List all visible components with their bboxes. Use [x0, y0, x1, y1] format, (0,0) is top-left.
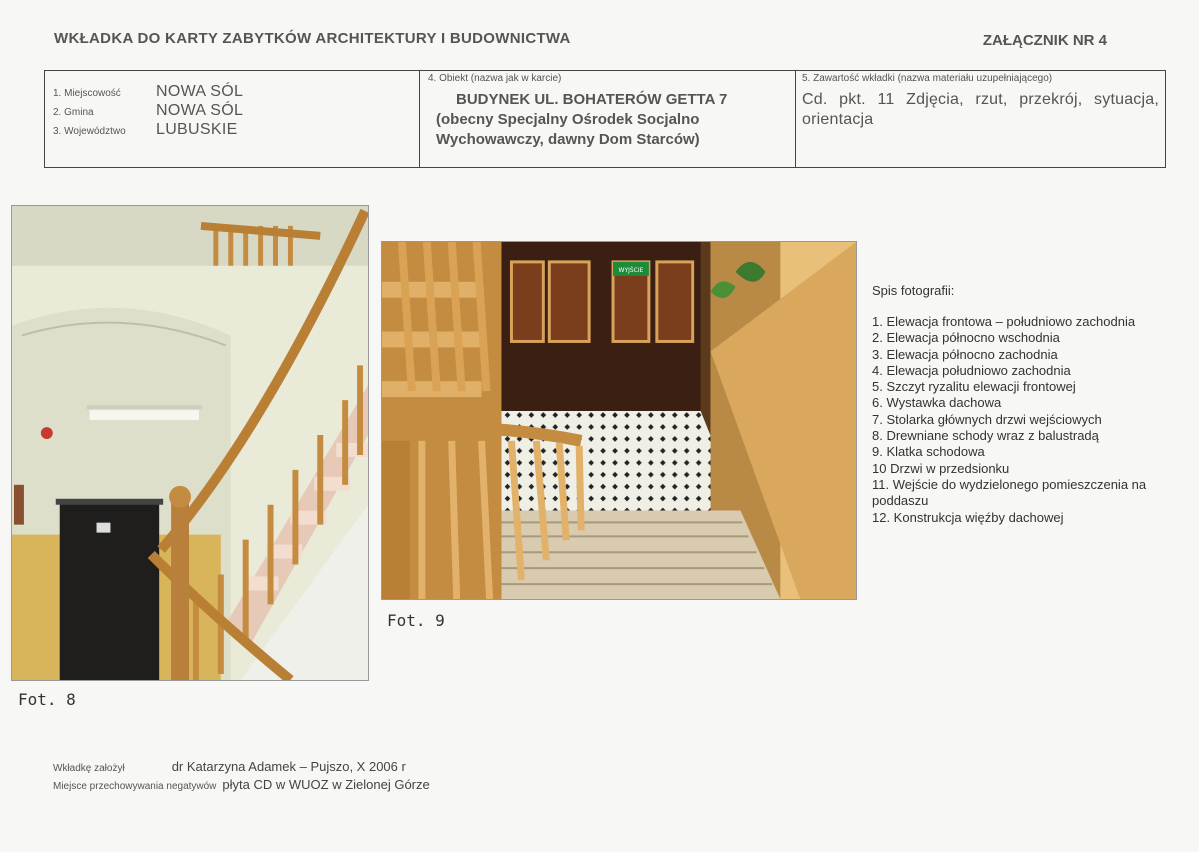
- object-line: Wychowawczy, dawny Dom Starców): [436, 131, 700, 148]
- location-value: LUBUSKIE: [156, 121, 238, 138]
- list-item: 12. Konstrukcja więźby dachowej: [872, 509, 1064, 525]
- list-item: 9. Klatka schodowa: [872, 444, 985, 460]
- photo9-caption: Fot. 9: [387, 611, 445, 630]
- list-item: 6. Wystawka dachowa: [872, 395, 1002, 411]
- list-item: 4. Elewacja południowo zachodnia: [872, 362, 1071, 378]
- location-row: [53, 121, 419, 140]
- author-line: [53, 759, 406, 774]
- list-item: 2. Elewacja północno wschodnia: [872, 330, 1060, 346]
- author-label: Wkładkę założył: [53, 763, 125, 774]
- object-name: [428, 90, 787, 150]
- list-item: 1. Elewacja frontowa – południowo zachodnia: [872, 314, 1136, 329]
- contents-cell: [796, 71, 1165, 167]
- storage-value: płyta CD w WUOZ w Zielonej Górze: [222, 777, 430, 792]
- exit-sign-text: WYJŚCIE: [618, 266, 644, 274]
- location-value: NOWA SÓL: [156, 83, 244, 100]
- storage-line: [53, 777, 430, 792]
- object-line: (obecny Specjalny Ośrodek Socjalno: [436, 111, 700, 128]
- list-item: 5. Szczyt ryzalitu elewacji frontowej: [872, 379, 1076, 395]
- document-title: WKŁADKA DO KARTY ZABYTKÓW ARCHITEKTURY I BUDOWNICTWA: [54, 30, 571, 47]
- location-label: 3. Województwo: [53, 126, 126, 137]
- list-item: 8. Drewniane schody wraz z balustradą: [872, 428, 1099, 444]
- location-label: 2. Gmina: [53, 107, 94, 118]
- annex-number: ZAŁĄCZNIK NR 4: [982, 32, 1107, 49]
- photo-list: [872, 283, 1172, 526]
- location-value: NOWA SÓL: [156, 102, 244, 119]
- object-cell: [420, 71, 796, 167]
- author-value: dr Katarzyna Adamek – Pujszo, X 2006 r: [171, 759, 406, 774]
- location-row: [53, 102, 419, 121]
- contents-label: 5. Zawartość wkładki (nazwa materiału uzupełniającego): [802, 73, 1053, 84]
- storage-label: Miejsce przechowywania negatywów: [53, 781, 217, 792]
- list-item: 10 Drzwi w przedsionku: [872, 460, 1010, 476]
- list-item: 3. Elewacja północno zachodnia: [872, 346, 1058, 362]
- info-table: [44, 70, 1166, 168]
- location-cell: [45, 71, 420, 167]
- contents-text: Cd. pkt. 11 Zdjęcia, rzut, przekrój, sytuacja, orientacja: [802, 91, 1159, 128]
- object-label: 4. Obiekt (nazwa jak w karcie): [428, 73, 562, 84]
- photo-stairwell: [381, 241, 857, 600]
- photo8-caption: Fot. 8: [18, 690, 76, 709]
- photo-staircase-balustrade: [11, 205, 369, 681]
- object-line: BUDYNEK UL. BOHATERÓW GETTA 7: [456, 91, 728, 108]
- photo-list-heading: Spis fotografii:: [872, 283, 955, 298]
- location-row: [53, 83, 419, 102]
- list-item: 7. Stolarka głównych drzwi wejściowych: [872, 411, 1102, 427]
- list-item: 11. Wejście do wydzielonego pomieszczenia na poddaszu: [872, 476, 1147, 509]
- location-label: 1. Miejscowość: [53, 88, 121, 99]
